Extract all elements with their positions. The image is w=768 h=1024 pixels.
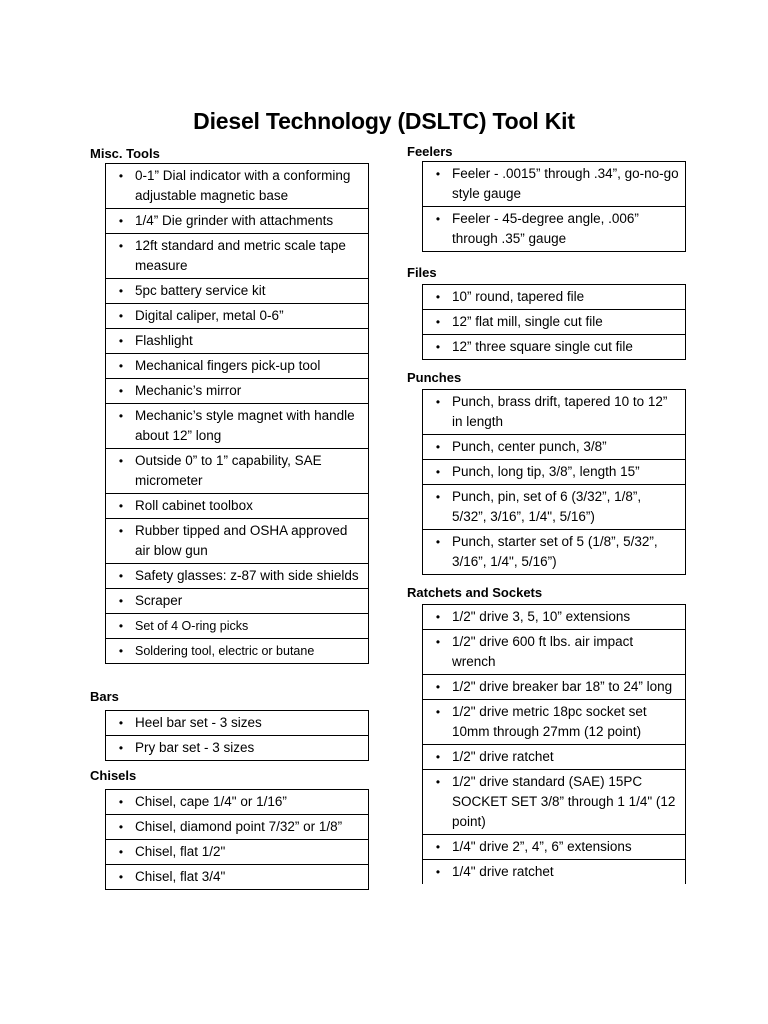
bullet-icon <box>116 166 126 186</box>
bullet-icon <box>116 496 126 516</box>
list-item: • 1/2" drive metric 18pc socket set 10mm through 27mm (12 point) <box>423 699 685 744</box>
section-feelers <box>407 143 686 252</box>
bullet-icon <box>116 566 126 586</box>
bullet-icon <box>116 451 126 471</box>
list-item: • Outside 0” to 1” capability, SAE micrometer <box>106 448 368 493</box>
list-item: • Chisel, flat 3/4" <box>106 864 368 889</box>
list-item: • Feeler - .0015” through .34”, go-no-go style gauge <box>423 162 685 206</box>
bullet-icon <box>116 356 126 376</box>
bullet-icon <box>433 487 443 507</box>
bullet-icon <box>433 209 443 229</box>
list-item: • 1/2" drive 600 ft lbs. air impact wrench <box>423 629 685 674</box>
punches-list <box>422 389 686 575</box>
bullet-icon <box>116 406 126 426</box>
section-chisels <box>90 767 369 890</box>
list-item: • Punch, center punch, 3/8” <box>423 434 685 459</box>
misc-tools-list <box>105 163 369 664</box>
bullet-icon <box>433 437 443 457</box>
bullet-icon <box>433 837 443 857</box>
bullet-icon <box>433 532 443 552</box>
bullet-icon <box>116 616 126 636</box>
bullet-icon <box>116 211 126 231</box>
bullet-icon <box>433 677 443 697</box>
section-heading: Files <box>407 265 437 280</box>
list-item: • 10” round, tapered file <box>423 285 685 309</box>
bullet-icon <box>433 632 443 652</box>
section-heading: Feelers <box>407 144 453 159</box>
section-bars <box>90 688 369 761</box>
bullet-icon <box>116 738 126 758</box>
list-item: • Set of 4 O-ring picks <box>106 613 368 638</box>
list-item: • Punch, pin, set of 6 (3/32”, 1/8”, 5/32”, 3/16”, 1/4", 5/16”) <box>423 484 685 529</box>
bullet-icon <box>433 862 443 882</box>
ratchets-sockets-list <box>422 604 686 884</box>
list-item: • 1/4" drive 2”, 4”, 6” extensions <box>423 834 685 859</box>
bullet-icon <box>433 164 443 184</box>
list-item: • 12ft standard and metric scale tape measure <box>106 233 368 278</box>
list-item: • Rubber tipped and OSHA approved air blow gun <box>106 518 368 563</box>
list-item: • Soldering tool, electric or butane <box>106 638 368 663</box>
list-item: • Chisel, diamond point 7/32” or 1/8” <box>106 814 368 839</box>
bullet-icon <box>116 641 126 661</box>
list-item: • 12” flat mill, single cut file <box>423 309 685 334</box>
chisels-list <box>105 789 369 890</box>
list-item: • Feeler - 45-degree angle, .006” through .35” gauge <box>423 206 685 251</box>
list-item: • 1/2" drive ratchet <box>423 744 685 769</box>
bullet-icon <box>116 281 126 301</box>
list-item: • 1/2" drive 3, 5, 10” extensions <box>423 605 685 629</box>
section-ratchets-sockets <box>407 584 686 884</box>
list-item: • 12” three square single cut file <box>423 334 685 359</box>
section-heading: Punches <box>407 370 462 385</box>
list-item: • Roll cabinet toolbox <box>106 493 368 518</box>
bullet-icon <box>433 312 443 332</box>
bullet-icon <box>433 287 443 307</box>
bullet-icon <box>433 392 443 412</box>
bullet-icon <box>433 747 443 767</box>
bullet-icon <box>433 772 443 792</box>
bullet-icon <box>116 591 126 611</box>
bullet-icon <box>433 462 443 482</box>
section-heading: Misc. Tools <box>90 146 160 161</box>
list-item: • Mechanic’s mirror <box>106 378 368 403</box>
feelers-list <box>422 161 686 252</box>
page-title: Diesel Technology (DSLTC) Tool Kit <box>193 108 575 134</box>
section-misc-tools <box>90 145 369 664</box>
bullet-icon <box>116 306 126 326</box>
list-item: • Flashlight <box>106 328 368 353</box>
bullet-icon <box>433 607 443 627</box>
bullet-icon <box>116 381 126 401</box>
list-item: • 1/2" drive breaker bar 18” to 24” long <box>423 674 685 699</box>
list-item: • Mechanic’s style magnet with handle about 12” long <box>106 403 368 448</box>
list-item: • Safety glasses: z-87 with side shields <box>106 563 368 588</box>
bullet-icon <box>116 236 126 256</box>
list-item: • 1/4" drive ratchet <box>423 859 685 884</box>
section-files <box>407 264 686 360</box>
bullet-icon <box>116 817 126 837</box>
bars-list <box>105 710 369 761</box>
list-item: • Punch, starter set of 5 (1/8”, 5/32”, 3/16”, 1/4", 5/16”) <box>423 529 685 574</box>
bullet-icon <box>116 792 126 812</box>
list-item: • Punch, long tip, 3/8”, length 15” <box>423 459 685 484</box>
list-item: • 5pc battery service kit <box>106 278 368 303</box>
bullet-icon <box>433 337 443 357</box>
section-heading: Bars <box>90 689 119 704</box>
list-item: • 0-1” Dial indicator with a conforming adjustable magnetic base <box>106 164 368 208</box>
bullet-icon <box>116 842 126 862</box>
section-punches <box>407 369 686 575</box>
list-item: • Digital caliper, metal 0-6” <box>106 303 368 328</box>
list-item: • Heel bar set - 3 sizes <box>106 711 368 735</box>
list-item: • Punch, brass drift, tapered 10 to 12” in length <box>423 390 685 434</box>
section-heading: Chisels <box>90 768 137 783</box>
list-item: • Chisel, flat 1/2" <box>106 839 368 864</box>
list-item: • 1/4” Die grinder with attachments <box>106 208 368 233</box>
files-list <box>422 284 686 360</box>
bullet-icon <box>116 713 126 733</box>
bullet-icon <box>116 331 126 351</box>
list-item: • Pry bar set - 3 sizes <box>106 735 368 760</box>
bullet-icon <box>116 867 126 887</box>
list-item: • Mechanical fingers pick-up tool <box>106 353 368 378</box>
list-item: • Chisel, cape 1/4" or 1/16” <box>106 790 368 814</box>
section-heading: Ratchets and Sockets <box>407 585 543 600</box>
bullet-icon <box>116 521 126 541</box>
bullet-icon <box>433 702 443 722</box>
list-item: • 1/2" drive standard (SAE) 15PC SOCKET SET 3/8” through 1 1/4" (12 point) <box>423 769 685 834</box>
list-item: • Scraper <box>106 588 368 613</box>
